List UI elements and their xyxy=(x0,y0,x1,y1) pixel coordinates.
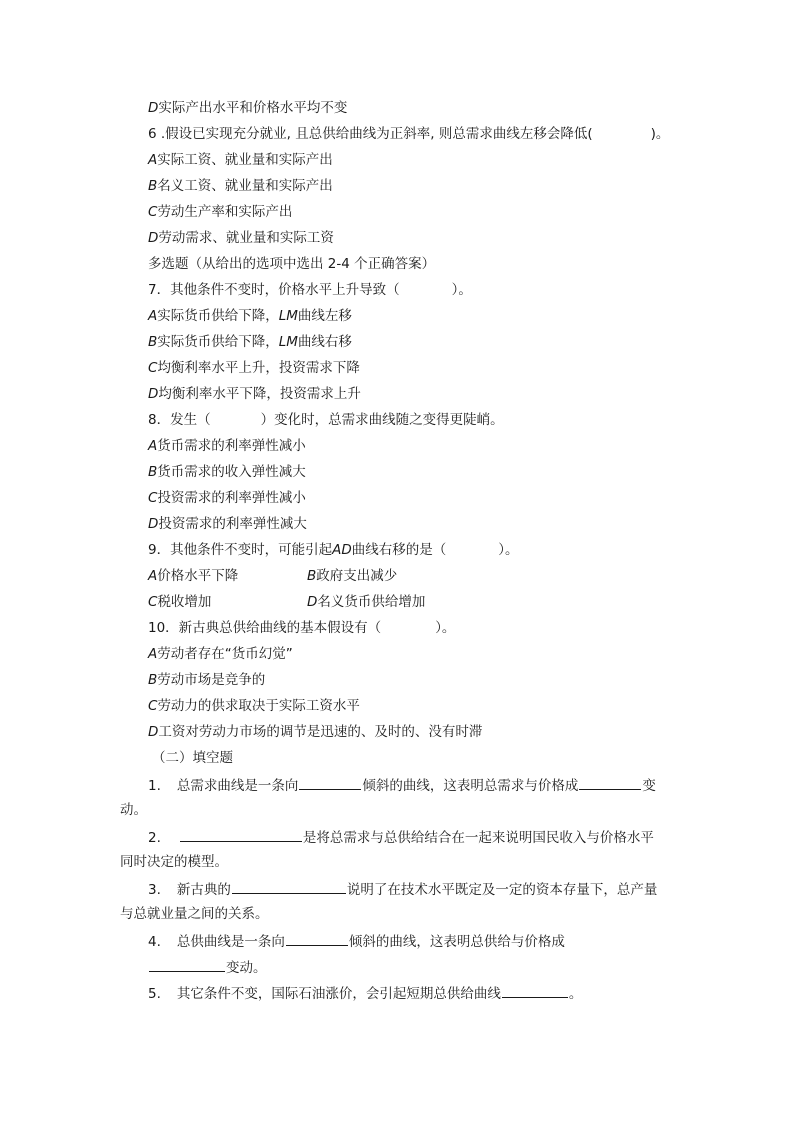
stem-text: AD xyxy=(332,542,352,558)
stem-text: 10．新古典总供给曲线的基本假设有（ xyxy=(148,620,382,636)
q5-option-d xyxy=(148,98,347,118)
option-text: 实际产出水平和价格水平均不变 xyxy=(158,100,348,116)
option-text: 名义货币供给增加 xyxy=(317,594,426,610)
stem-text: 曲线右移的是（ xyxy=(351,542,447,558)
option-text: 政府支出减少 xyxy=(316,568,398,584)
option-text: 价格水平下降 xyxy=(157,568,239,584)
question-7-stem xyxy=(148,280,472,300)
fill-3 xyxy=(148,878,657,900)
fill-4-continuation xyxy=(148,956,267,978)
item-text: 变动。 xyxy=(226,960,267,976)
item-text: 总需求曲线是一条向 xyxy=(176,778,299,794)
option-text: 投资需求的利率弹性减小 xyxy=(157,490,306,506)
stem-text: 7．其他条件不变时，价格水平上升导致（ xyxy=(148,282,400,298)
option-text: 曲线右移 xyxy=(297,334,352,350)
option-text: 投资需求的利率弹性减大 xyxy=(158,516,307,532)
option-letter: A xyxy=(148,438,158,454)
option-text: LM xyxy=(278,308,298,324)
option-letter: C xyxy=(148,698,158,714)
stem-text: ）。 xyxy=(498,542,519,558)
option-text: 均衡利率水平下降，投资需求上升 xyxy=(158,386,361,402)
item-text: 变 xyxy=(642,778,656,794)
q8-option-a xyxy=(148,436,306,456)
option-letter: B xyxy=(148,334,158,350)
q7-option-a xyxy=(148,306,352,326)
stem-text: ）。 xyxy=(451,282,472,298)
q10-option-d xyxy=(148,722,482,742)
item-text: 倾斜的曲线，这表明总供给与价格成 xyxy=(348,934,565,950)
q6-option-d xyxy=(148,228,334,248)
section-title-fill: （二）填空题 xyxy=(152,750,233,766)
question-6-stem xyxy=(148,124,669,144)
option-letter: B xyxy=(148,672,158,688)
option-letter: A xyxy=(148,152,158,168)
option-letter: D xyxy=(148,516,159,532)
option-letter: D xyxy=(148,724,159,740)
option-letter: D xyxy=(148,230,159,246)
fill-4 xyxy=(148,930,565,952)
answer-blank xyxy=(149,956,225,972)
q8-option-c xyxy=(148,488,306,508)
answer-blank xyxy=(579,774,641,790)
q10-option-c xyxy=(148,696,360,716)
item-text: 其它条件不变，国际石油涨价，会引起短期总供给曲线 xyxy=(176,986,501,1002)
option-text: 名义工资、就业量和实际产出 xyxy=(157,178,333,194)
q10-option-b xyxy=(148,670,265,690)
stem-text: )。 xyxy=(650,126,670,142)
option-letter: A xyxy=(148,646,158,662)
fill-2-continuation: 同时决定的模型。 xyxy=(120,854,228,870)
option-text: 均衡利率水平上升，投资需求下降 xyxy=(157,360,360,376)
option-letter: A xyxy=(148,568,158,584)
fill-1 xyxy=(148,774,656,796)
q9-option-b xyxy=(307,566,397,586)
question-10-stem xyxy=(148,618,455,638)
item-text: 总供曲线是一条向 xyxy=(176,934,285,950)
q6-option-b xyxy=(148,176,333,196)
option-text: 实际货币供给下降， xyxy=(157,334,279,350)
option-text: 劳动需求、就业量和实际工资 xyxy=(158,230,334,246)
answer-blank xyxy=(502,982,568,998)
q6-option-a xyxy=(148,150,333,170)
question-9-stem xyxy=(148,540,518,560)
q7-option-d xyxy=(148,384,361,404)
option-letter: C xyxy=(148,594,158,610)
option-text: 曲线左移 xyxy=(297,308,352,324)
q7-option-b xyxy=(148,332,352,352)
option-text: 工资对劳动力市场的调节是迅速的、及时的、没有时滞 xyxy=(158,724,483,740)
fill-3-continuation: 与总就业量之间的关系。 xyxy=(120,906,269,922)
fill-2 xyxy=(148,826,654,848)
option-text: 实际货币供给下降， xyxy=(157,308,279,324)
option-text: 货币需求的收入弹性减大 xyxy=(157,464,306,480)
q8-option-b xyxy=(148,462,306,482)
fill-1-continuation: 动。 xyxy=(120,802,147,818)
item-number: 1. xyxy=(148,778,161,794)
q10-option-a xyxy=(148,644,293,664)
answer-blank xyxy=(299,774,361,790)
option-letter: C xyxy=(148,490,158,506)
q9-option-d xyxy=(307,592,425,612)
option-text: 劳动者存在“货币幻觉” xyxy=(157,646,293,662)
option-letter: B xyxy=(148,178,158,194)
item-number: 4. xyxy=(148,934,161,950)
q6-option-c xyxy=(148,202,292,222)
option-text: 税收增加 xyxy=(157,594,212,610)
item-number: 3. xyxy=(148,882,161,898)
option-letter: D xyxy=(148,386,159,402)
option-text: LM xyxy=(278,334,298,350)
section-title-multi: 多选题（从给出的选项中选出 2-4 个正确答案） xyxy=(148,256,436,272)
q9-option-a xyxy=(148,566,238,586)
option-letter: C xyxy=(148,204,158,220)
item-text: 说明了在技术水平既定及一定的资本存量下，总产量 xyxy=(346,882,658,898)
answer-blank xyxy=(286,930,348,946)
option-letter: D xyxy=(148,100,159,116)
item-text: 是将总需求与总供给结合在一起来说明国民收入与价格水平 xyxy=(302,830,654,846)
option-text: 实际工资、就业量和实际产出 xyxy=(157,152,333,168)
option-letter: B xyxy=(307,568,317,584)
item-text: 新古典的 xyxy=(176,882,231,898)
option-letter: C xyxy=(148,360,158,376)
option-letter: B xyxy=(148,464,158,480)
option-text: 货币需求的利率弹性减小 xyxy=(157,438,306,454)
question-8-stem xyxy=(148,410,504,430)
q8-option-d xyxy=(148,514,307,534)
q7-option-c xyxy=(148,358,360,378)
item-number: 5. xyxy=(148,986,161,1002)
option-letter: A xyxy=(148,308,158,324)
item-text: 。 xyxy=(568,986,583,1002)
option-text: 劳动力的供求取决于实际工资水平 xyxy=(157,698,360,714)
item-text: 倾斜的曲线，这表明总需求与价格成 xyxy=(362,778,579,794)
option-text: 劳动生产率和实际产出 xyxy=(157,204,293,220)
answer-blank xyxy=(180,826,302,842)
stem-text: ）变化时，总需求曲线随之变得更陡峭。 xyxy=(260,412,504,428)
stem-text: 9．其他条件不变时，可能引起 xyxy=(148,542,333,558)
option-letter: D xyxy=(307,594,318,610)
option-text: 劳动市场是竞争的 xyxy=(157,672,266,688)
item-number: 2. xyxy=(148,830,161,846)
answer-blank xyxy=(232,878,346,894)
stem-text: ）。 xyxy=(435,620,456,636)
q9-option-c xyxy=(148,592,211,612)
fill-5 xyxy=(148,982,582,1004)
stem-text: 8．发生（ xyxy=(148,412,211,428)
stem-text: 6 .假设已实现充分就业, 且总供给曲线为正斜率, 则总需求曲线左移会降低( xyxy=(148,126,593,142)
